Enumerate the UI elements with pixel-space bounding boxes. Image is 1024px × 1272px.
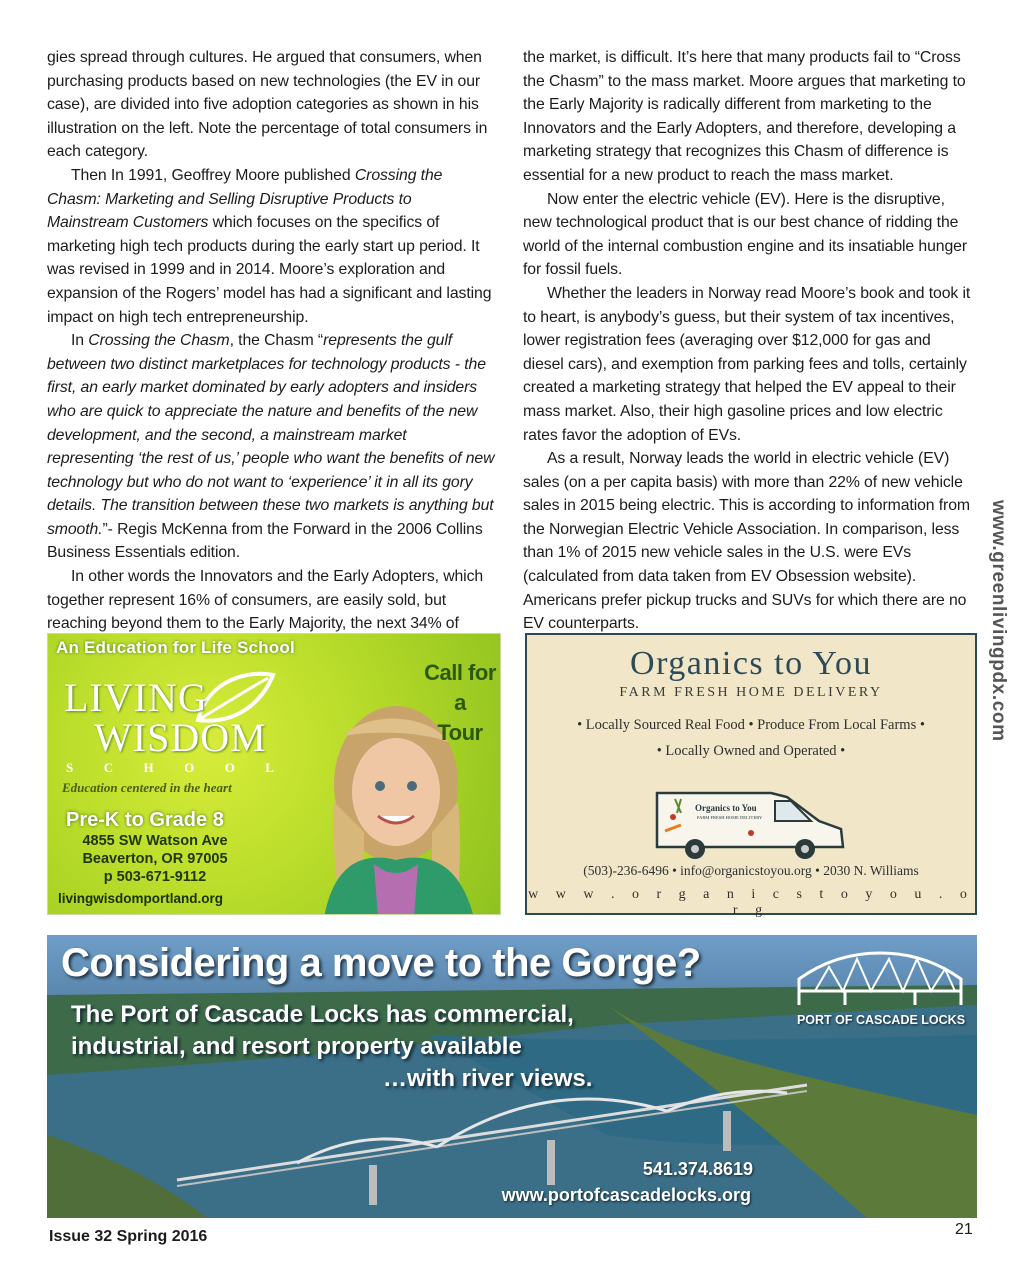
- page-number: 21: [955, 1221, 973, 1238]
- lw-grades: Pre-K to Grade 8: [66, 809, 224, 831]
- gorge-phone[interactable]: 541.374.8619: [642, 1159, 753, 1179]
- chasm-quote: represents the gulf between two distinct marketplaces for technology products - the first, an early market dominated by early adopters and insiders who are quick to appreciate the nature and benefits of the new development, and the second, a mainstream market representing ‘the rest of us,’ people who want the benefits of new technology but who do not want to ‘experience’ it in all its gory details. The transition between these two markets is anything but smooth.: [47, 332, 495, 538]
- left-p3-text-b: , the Chasm “: [229, 332, 324, 350]
- article-right-column: [523, 46, 975, 636]
- org-bullets-2: • Locally Owned and Operated •: [656, 743, 846, 759]
- lw-letter: O: [184, 760, 197, 775]
- ad-living-wisdom-school[interactable]: [47, 633, 501, 915]
- left-paragraph-1: gies spread through cultures. He argued that consumers, when purchasing products based on new technologies (the EV in our case), are divided into five adoption categories as shown in his illustration on the left. Note the percentage of total consumers in each category.: [47, 49, 488, 161]
- lw-address-street: 4855 SW Watson Ave: [82, 833, 228, 849]
- bridge-logo-icon: [795, 945, 965, 1015]
- lw-letter: O: [224, 760, 237, 775]
- gorge-logo-text: PORT OF CASCADE LOCKS: [796, 1013, 966, 1027]
- org-title: Organics to You: [630, 645, 872, 682]
- lw-letter: L: [265, 760, 276, 775]
- left-p2-text-a: Then In 1991, Geoffrey Moore published: [71, 166, 355, 184]
- lw-tagline: Education centered in the heart: [62, 780, 232, 795]
- org-website[interactable]: w w w . o r g a n i c s t o y o u . o r g: [528, 887, 974, 918]
- lw-logo-wisdom: WISDOM: [94, 715, 267, 760]
- org-contact-line[interactable]: (503)-236-6496 • info@organicstoyou.org • 2030 N. Williams: [583, 863, 919, 878]
- org-bullets-1: • Locally Sourced Real Food • Produce From Local Farms •: [577, 717, 925, 733]
- ad-organics-to-you[interactable]: [525, 633, 977, 918]
- lw-letter: S: [66, 760, 76, 775]
- lw-letter: H: [143, 760, 156, 775]
- article-left-column: [47, 46, 497, 636]
- lw-phone[interactable]: p 503-671-9112: [103, 869, 207, 885]
- book-title-short: Crossing the Chasm: [88, 332, 230, 350]
- lw-letter: C: [103, 760, 116, 775]
- lw-headline: An Education for Life School: [56, 638, 295, 657]
- left-paragraph-2: [47, 164, 497, 329]
- gorge-website[interactable]: www.portofcascadelocks.org: [501, 1185, 751, 1205]
- lw-address-city: Beaverton, OR 97005: [82, 851, 228, 867]
- left-paragraph-4: In other words the Innovators and the Early Adopters, which together represent 16% of consumers, are easily sold, but reaching beyond them to the Early Majority, the next 34% of: [47, 568, 484, 633]
- gorge-line-3: …with river views.: [383, 1065, 593, 1092]
- lw-address-block: [70, 832, 240, 886]
- footer-issue-label: Issue 32 Spring 2016: [49, 1228, 208, 1245]
- lw-website[interactable]: livingwisdomportland.org: [58, 891, 223, 906]
- right-paragraph-2: Now enter the electric vehicle (EV). Here is the disruptive, new technological product that is our best chance of ridding the world of the internal combustion engine and its insatiable hunger for fossil fuels.: [523, 190, 967, 279]
- gorge-headline: Considering a move to the Gorge?: [61, 941, 701, 985]
- right-paragraph-4: As a result, Norway leads the world in electric vehicle (EV) sales (on a per capita basis) with more than 22% of new vehicle sales in 2015 being electric. This is according to information from the Norwegian Electric Vehicle Association. In comparison, less than 1% of 2015 new vehicle sales in the U.S. were EVs (calculated from data taken from EV Obsession website). Americans prefer pickup trucks and SUVs for which there are no EV counterparts.: [523, 450, 970, 633]
- left-paragraph-3: [47, 329, 497, 565]
- van-sublabel: FARM FRESH HOME DELIVERY: [697, 815, 763, 820]
- left-p3-text-a: In: [71, 332, 89, 350]
- ad-port-of-cascade-locks[interactable]: [47, 935, 977, 1218]
- gorge-line-2: industrial, and resort property available: [71, 1033, 522, 1060]
- book-title-crossing-the-chasm: Crossing the Chasm: Marketing and Selling Disruptive Products to Mainstream Customers: [47, 166, 443, 232]
- lw-call-for-tour[interactable]: [420, 658, 500, 748]
- lw-school-letters: [66, 760, 276, 776]
- van-label: Organics to You: [695, 803, 757, 813]
- left-p2-text-b: which focuses on the specifics of marketing high tech products during the early start up period. It was revised in 1999 and in 2014. Moore’s exploration and expansion of the Rogers’ model has had a significant and lasting impact on high tech entrepreneurship.: [47, 214, 492, 326]
- org-subtitle: FARM FRESH HOME DELIVERY: [619, 685, 883, 700]
- side-website-url[interactable]: www.greenlivingpdx.com: [988, 500, 1009, 742]
- delivery-van-icon: [651, 773, 851, 863]
- right-paragraph-1: the market, is difficult. It’s here that many products fail to “Cross the Chasm” to the mass market. Moore argues that marketing to the Early Majority is radically different from marketing to the Innovators and the Early Adopters, and therefore, developing a marketing strategy that recognizes this Chasm of difference is essential for a new product to reach the mass market.: [523, 49, 966, 184]
- gorge-line-1: The Port of Cascade Locks has commercial,: [71, 1001, 574, 1028]
- left-p3-text-c: ”- Regis McKenna from the Forward in the 2006 Collins Business Essentials edition.: [47, 520, 483, 562]
- lw-call-line2: Tour: [437, 720, 483, 745]
- lw-logo-living: LIVING: [64, 675, 208, 720]
- lw-call-line1: Call for a: [424, 660, 496, 715]
- right-paragraph-3: Whether the leaders in Norway read Moore’s book and took it to heart, is anybody’s guess, but their system of tax incentives, lower registration fees (averaging over $12,000 for gas and diesel cars), and exemption from parking fees and tolls, certainly created a marketing strategy that helped the EV appeal to their mass market. Also, their high gasoline prices and low electric rates favor the adoption of EVs.: [523, 284, 971, 444]
